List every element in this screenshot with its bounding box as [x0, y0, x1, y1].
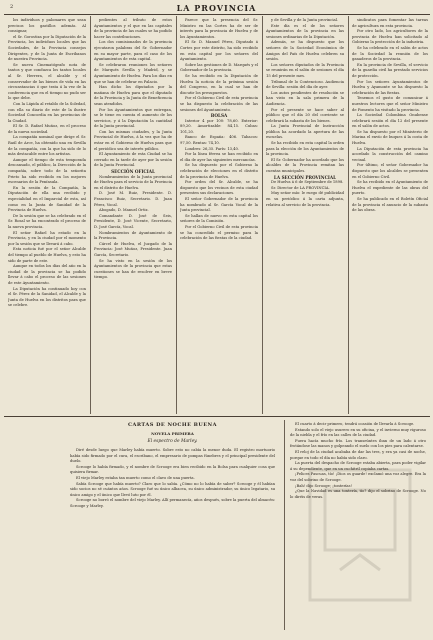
- paragraph: Se celebraron reuniones los señores de Marqués Sevilla y Madrid, y se Ayuntamiento de Huelva. Para los días en que se han de celebrar en Palacio.: [94, 62, 172, 84]
- paragraph: ¿Que la Navidad es una tontería, tío? dijo el sobrino de Scrooge. No lo diréis de veras.: [290, 489, 426, 499]
- paragraph: Fuera hacía mucho frío. Los transeúntes iban de un lado á otro frotándose las manos y golpeando el suelo con los pies para calentarse.: [290, 438, 426, 449]
- paragraph: Por los Ayuntamientos que entregan, se le tiene en cuenta el aumento de los servicios, y á la Diputación la cantidad de la Junta provincial.: [94, 107, 172, 129]
- paragraph: Por otro lado, los agricultores de la provincia de Huelva han solicitado al Gobierno la protección de la industria.: [352, 29, 428, 45]
- paragraph: Los señores diputados de la Provincia se reunirán en el salón de sesiones el día 15 del presente mes.: [266, 62, 344, 78]
- folletin-rule: [4, 416, 430, 417]
- paragraph: Han dicho los diputados por la mañana de Huelva para que el diputado de la Provincia y la Junta de Beneficencia sean atendidos.: [94, 85, 172, 106]
- paragraph: La Diputación de esta provincia ha acordado la construcción del camino vecinal.: [352, 146, 428, 162]
- paragraph: Por los señores Ayuntamientos de Huelva y Ayamonte se ha dispuesto la celebración de las fiestas.: [352, 79, 428, 95]
- paragraph: Se ha visto en la sesión de los Ayuntamientos de la provincia que estas cuestiones se han de resolver en breve tiempo.: [94, 258, 172, 280]
- library-watermark-seal: [300, 460, 420, 610]
- paragraph: El Sr. Gobernador ha acordado que los alcaldes de la Provincia remitan las cuentas municipales.: [266, 157, 344, 174]
- paragraph: El Ayuntamiento de esta Ciudad se ha cerrado en la tarde de ayer por la sesión de la Junta Provincial.: [94, 152, 172, 168]
- paragraph: Por el presente se hace saber al público que el día 20 del corriente se celebrará la subasta de los bienes.: [266, 107, 344, 123]
- paragraph: En la sesión de la Compañía, la Diputación de ella una recibido y especialidad en el Imparcial de esta, así como en la Junta de Sanidad de la Provincia de Huelva.: [8, 185, 86, 213]
- paragraph: El señor Gobernador de la provincia ha nombrado al Sr. García Vocal de la Junta provincial.: [180, 197, 258, 213]
- paragraph: Con la Lápida al retablo de la Soledad, con ella su diario de este de la ilustre Sociedad Concordia en las provincias de la Ciudad.: [8, 101, 86, 123]
- paragraph: Por orden del Sr. Alcalde, se ha dispuesto que los vecinos de esta ciudad presenten sus declaraciones.: [180, 180, 258, 196]
- paragraph: Comandante D. José de Seis, Presidente, D. José Vicente, Secretario, D. José García, Vocal.: [94, 213, 172, 229]
- paragraph: Por último, el señor Gobernador ha dispuesto que los alcaldes se presenten en el Gobierno Civil.: [352, 163, 428, 179]
- paragraph: La Sociedad Colombina Onubense celebrará sesión el día 12 del presente en el salón de actos.: [352, 113, 428, 129]
- paragraph: Cárcel de Huelva, el Juzgado de la Provincia: José Muñoz, Presidente. Juan García, Secretario.: [94, 241, 172, 257]
- paragraph: Scrooge no borró el nombre del viejo Marley. Allí permanecía, años después, sobre la puerta del almacén: Scrooge y Marley.: [70, 498, 275, 508]
- paragraph: sindicatos para fomentar las tareas de agricultura en esta provincia.: [352, 18, 428, 28]
- paragraph: Se ha dispuesto por el Gobierno la celebración de elecciones en el distrito de la provincia de Huelva.: [180, 163, 258, 179]
- paragraph: Además, se ha dispuesto que los señores de la Sociedad Económica de Amigos del País de Huelva celebren su sesión.: [266, 40, 344, 62]
- paragraph: De la sesión que se ha celebrado en el Sr. Rosal se ha encontrado el proceso de la nueva provincia.: [8, 213, 86, 229]
- column-divider: [348, 16, 349, 414]
- header-rule: [4, 14, 430, 15]
- paragraph: Se hallan de nuevo en esta capital los señores de la Comisión.: [180, 213, 258, 224]
- paragraph: Se ha recibido en esta capital la orden para la elección de los Ayuntamientos de la provincia.: [266, 141, 344, 157]
- paragraph: La puerta del despacho de Scrooge estaba abierta, para poder vigilar á su dependiente, que en un cuchitril copiaba cartas.: [290, 461, 426, 471]
- paragraph: Se ha dispuesto por el Ministerio de Marina el envío de buques á la costa de Huelva.: [352, 129, 428, 146]
- paragraph: Muy señor mío: le ruego dé publicidad en su periódico á la carta adjunta, relativa al servicio de la provincia.: [266, 191, 344, 207]
- paragraph: Parece que la presencia del Sr. Ministro en las Cortes ha de ser de interés para la provincia de Huelva y de los Ayuntamientos.: [180, 18, 258, 39]
- paragraph: Esta noticia fué por el señor Alcalde del tiempo al pueblo de Huelva, y esto ha sido de parte de este.: [8, 247, 86, 263]
- paragraph: En la provincia de Sevilla, el servicio de la guardia civil ha prestado servicios de protección.: [352, 62, 428, 78]
- folletin-title: CARTAS DE NOCHE BUENA: [127, 422, 218, 428]
- paragraph: Con las mismas ciudades, y la Junta Provincial de Huelva, á la vez que ha de estar en el Gobierno de Huelva para que el periódico sea de interés público.: [94, 129, 172, 151]
- column-4: [266, 18, 344, 413]
- section-heading: LA SECCIÓN PROVINCIAL: [273, 174, 337, 180]
- paragraph: y de Sevilla y de la Junta provincial.: [271, 18, 339, 22]
- paragraph: Los autos pendientes de resolución se han visto en la sala primera de la Audiencia.: [266, 90, 344, 106]
- column-divider: [262, 16, 263, 414]
- folletin-chapter: El espectro de Marley.: [147, 439, 198, 444]
- paragraph: Scrooge lo había firmado, y el nombre de Scrooge era bien recibido en la Bolsa para cualquier cosa que quisiera firmar.: [70, 464, 275, 475]
- folletin-subtitle: NOVELA PRIMERA: [151, 431, 194, 436]
- paragraph: pedientes al tributo de estos Ayuntamientos y el que en las capitales de la provincia de las cuales se ha podido hacer las contribuciones.: [94, 18, 172, 39]
- masthead-title: LA PROVINCIA: [176, 3, 257, 13]
- paragraph: Los dos comisionados de la provincia ejecutaron palabras del Sr. Gobernador en su mayor parte, para el caso de los Ayuntamientos de esta capital.: [94, 40, 172, 62]
- section-heading: SECCIÓN OFICIAL: [111, 169, 155, 175]
- paragraph: Sr. Director de LA PROVINCIA.: [271, 185, 330, 190]
- paragraph: Se ha recibido en el Ayuntamiento de Huelva el expediente de las obras del puerto.: [352, 180, 428, 196]
- paragraph: El reloj de la ciudad acababa de dar las tres, y era ya casi de noche, porque en todo el día no había sido claro.: [290, 449, 426, 460]
- folletin-section: [70, 422, 275, 627]
- column-3: [180, 18, 258, 413]
- paragraph: los individuos y palomares que sean precisos los gastillos además. Al consignar,: [8, 18, 86, 34]
- paragraph: Se ha celebrado en el salón de actos de la Sociedad la reunión de los ganaderos de la provincia.: [352, 45, 428, 62]
- paragraph: Abogado, D. Manuel Ortiz.: [99, 208, 149, 213]
- paragraph: D. José M. Ruiz, Presidente. D. Francisco Ruiz, Secretario. D. Juan Pérez, Vocal.: [94, 191, 172, 207]
- paragraph: Sabía Scrooge que había muerto? Claro que lo sabía. ¿Cómo no lo había de saber? Scrooge y él habían sido socios no sé cuántos años. Scrooge fué su único albacea, su único administrador, su único legatario, su único amigo y el único que llevó luto por él.: [70, 481, 275, 497]
- paragraph: La compañía nominal que dirige el Sr. Raúl de Arce, ha obtenido una en Sevilla de la compañía, con la que ha sido de lo más destacable entre los artistas.: [8, 135, 86, 157]
- paragraph: El Sr. D. Manuel Pérez, Diputado á Cortes por este distrito, ha sido recibido en esta capital por los señores del Ayuntamiento.: [180, 40, 258, 62]
- paragraph: Por el Gobierno Civil de esta provincia se ha concedido el permiso para la celebración de las fiestas de la ciudad.: [180, 224, 258, 241]
- paragraph: Banco de España: 406. Tabacos: 97,50. Rentas: 74,10.: [180, 135, 258, 146]
- page-number: 2: [10, 4, 14, 10]
- paragraph: Por el Gobierno Civil de esta provincia se ha dispuesto la celebración de las sesiones del Ayuntamiento.: [180, 96, 258, 112]
- column-divider: [284, 420, 285, 630]
- paragraph: Tenemos el gusto de comunicar á nuestros lectores que el señor Ministro de Fomento ha visitado la provincia.: [352, 96, 428, 112]
- paragraph: el Sr. Gorostiza por la Diputación de la Provincia, los individuos locales que las Sociedades, de la Provincia consejos Dirigentes, y de la Junta de Escribanos de nuestra Provincia.: [8, 34, 86, 62]
- column-2: [94, 18, 172, 413]
- folletin-body: [70, 448, 275, 510]
- paragraph: ¡Felices Pascuas, tío! ¡Dios os guarde! exclamó una voz alegre. Era la voz del sobrino de Scrooge.: [290, 472, 426, 482]
- paragraph: Interior 4 por 100: 78,60. Exterior: 89,20. Amortizable: 84,15. Cubas: 101,20.: [180, 118, 258, 134]
- paragraph: Aunque el tiempo de esta temporada descansado, el público, la Dirección de la compañía, sobre todo de la señorita Prieto ha sido recibido en los mejores escenarios de la Península.: [8, 157, 86, 185]
- section-heading: BOLSA: [210, 113, 228, 119]
- paragraph: Nombramientos de Ayuntamiento de la Provincia.: [94, 230, 172, 241]
- paragraph: Estando solo el viejo usurero en su oficina, y el invierno muy riguroso de la niebla y el frío en las calles de la ciudad.: [290, 427, 426, 438]
- paragraph: Diré desde luego que Marley había muerto. Sobre esto no cabía la menor duda. El registro mortuorio había sido firmado por el cura, el escribano, el empresario de pompas fúnebres y el principal presidente del duelo.: [70, 448, 275, 464]
- paragraph: Tribunal de lo Contencioso. Audiencia de Sevilla: sesión del día de ayer.: [266, 79, 344, 90]
- column-5: [352, 18, 428, 413]
- paragraph: Se ha recibido en la Diputación de Huelva la noticia de la próxima sesión del Congreso, en la cual se han de discutir los presupuestos.: [180, 73, 258, 95]
- paragraph: Nombramientos de la Junta provincial de Huelva para el servicio de la Provincia en el distrito de Huelva.: [94, 174, 172, 190]
- paragraph: Se ha publicado en el Boletín Oficial de la provincia el anuncio de la subasta de las obras.: [352, 197, 428, 213]
- paragraph: La Junta Provincial de Instrucción pública ha acordado la apertura de las escuelas.: [266, 124, 344, 140]
- paragraph: El Sr. D. Rafael Muñoz, en el proceso de la nueva sociedad.: [8, 124, 86, 134]
- column-1: [8, 18, 86, 413]
- paragraph: Londres: 26,35. París: 13,40.: [185, 146, 240, 151]
- paragraph: Este día es el de los señores Ayuntamientos de la provincia en las sesiones ordinarias de la Diputación.: [266, 23, 344, 39]
- paragraph: Se nueva Cinematógrafo nota de tantos y que conduzca los tantos locales al Sr. Herrera, el alcalde y el conservador de las bienes de vida en las circunstancias ó que trata á la vez de la conferencia que en el tiempo no pudo ser lo que debe.: [8, 62, 86, 101]
- column-divider: [90, 16, 91, 414]
- paragraph: De Huelva á 6 de Septiembre de 1898.: [271, 180, 344, 185]
- paragraph: El viejo Marley estaba tan muerto como el clavo de una puerta.: [76, 475, 195, 480]
- paragraph: Por la línea férrea se han recibido en el día de ayer las siguientes mercancías.: [180, 152, 258, 162]
- column-divider: [176, 16, 177, 414]
- paragraph: ¡Bah! dijo Scrooge; ¡tonterías!: [295, 483, 352, 488]
- paragraph: Aunque en todos los días del año en la ciudad de la provincia se ha podido llevar á cabo el proceso de las sesiones de este Ayuntamiento.: [8, 264, 86, 285]
- paragraph: El señor Rafael ha estado en la Provincia, y en la ciudad por el momento por la sesión que se llevará á cabo.: [8, 230, 86, 246]
- paragraph: La Diputación ha continuado hoy con el Sr. Pérez de la Sanidad, el Alcalde y la Junta de Huelva en los distritos para que se celebre.: [8, 286, 86, 308]
- paragraph: Sobre las gestiones de D. Marqués y el Gobernador de la provincia.: [180, 62, 258, 73]
- paragraph: El cuarto á decir primero, tendrá ocasión de llevarla á Scrooge.: [295, 422, 415, 426]
